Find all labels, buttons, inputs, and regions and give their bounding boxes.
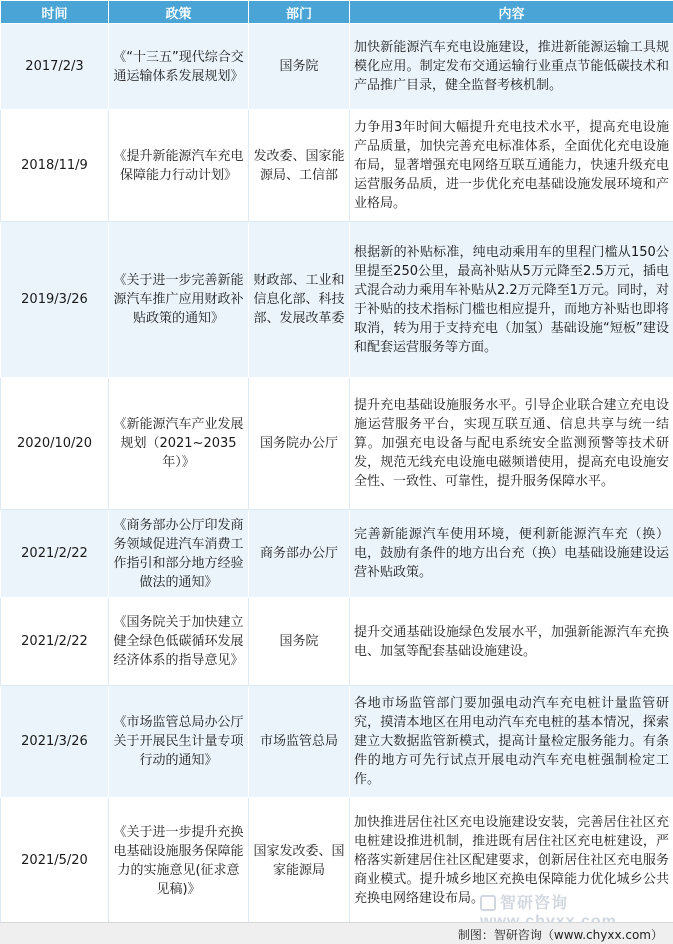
cell-content: 提升交通基础设施绿色发展水平，加强新能源汽车充换电、加氢等配套基础设施建设。 [350,598,673,686]
cell-dept: 国家发改委、国家能源局 [249,798,350,924]
watermark-logo-icon [480,895,496,911]
header-dept: 部门 [249,1,350,24]
watermark-text: 智研咨询 [480,895,617,930]
cell-policy: 《国务院关于加快建立健全绿色低碳循环发展经济体系的指导意见》 [109,598,249,686]
source-credit: 制图：智研咨询（www.chyxx.com） [458,926,663,943]
cell-dept: 国务院 [249,598,350,686]
cell-content: 根据新的补贴标准，纯电动乘用车的里程门槛从150公里提至250公里，最高补贴从5万元降至2.5万元，插电式混合动力乘用车补贴从2.2万元降至1万元。同时，对于补贴的技术指标门槛也相应提升，而地方补贴也即将取消，转为用于支持充电（加氢）基础设施“短板”建设和配套运营服务等方面。 [350,222,673,378]
cell-policy: 《提升新能源汽车充电保障能力行动计划》 [109,110,249,222]
cell-dept: 商务部办公厅 [249,510,350,598]
footer-bar [0,922,673,944]
cell-time: 2021/2/22 [1,510,109,598]
cell-dept: 发改委、国家能源局、工信部 [249,110,350,222]
header-time: 时间 [1,1,109,24]
cell-dept: 市场监管总局 [249,686,350,798]
cell-time: 2020/10/20 [1,378,109,510]
table-row [1,110,673,222]
table-row [1,686,673,798]
cell-policy: 《“十三五”现代综合交通运输体系发展规划》 [109,24,249,110]
header-content: 内容 [350,1,673,24]
table-row [1,510,673,598]
cell-content: 提升充电基础设施服务水平。引导企业联合建立充电设施运营服务平台，实现互联互通、信息共享与统一结算。加强充电设备与配电系统安全监测预警等技术研发，规范无线充电设施电磁频谱使用，提高充电设施安全性、一致性、可靠性，提升服务保障水平。 [350,378,673,510]
cell-policy: 《新能源汽车产业发展规划（2021~2035年）》 [109,378,249,510]
table-row [1,598,673,686]
cell-dept: 财政部、工业和信息化部、科技部、发展改革委 [249,222,350,378]
cell-time: 2018/11/9 [1,110,109,222]
cell-policy: 《关于进一步完善新能源汽车推广应用财政补贴政策的通知》 [109,222,249,378]
table-row [1,222,673,378]
table-row [1,24,673,110]
cell-policy: 《市场监管总局办公厅关于开展民生计量专项行动的通知》 [109,686,249,798]
cell-dept: 国务院办公厅 [249,378,350,510]
cell-content: 加快新能源汽车充电设施建设，推进新能源运输工具规模化应用。制定发布交通运输行业重点节能低碳技术和产品推广目录，健全监督考核机制。 [350,24,673,110]
cell-time: 2021/5/20 [1,798,109,924]
cell-content: 各地市场监管部门要加强电动汽车充电桩计量监管研究，摸清本地区在用电动汽车充电桩的基本情况，探索建立大数据监管新模式，提高计量检定服务能力。有条件的地方可先行试点开展电动汽车充电桩强制检定工作。 [350,686,673,798]
cell-policy: 《商务部办公厅印发商务领域促进汽车消费工作指引和部分地方经验做法的通知》 [109,510,249,598]
cell-time: 2021/3/26 [1,686,109,798]
cell-time: 2019/3/26 [1,222,109,378]
cell-policy: 《关于进一步提升充换电基础设施服务保障能力的实施意见(征求意见稿)》 [109,798,249,924]
cell-content: 力争用3年时间大幅提升充电技术水平，提高充电设施产品质量，加快完善充电标准体系，全面优化充电设施布局，显著增强充电网络互联互通能力，快速升级充电运营服务品质，进一步优化充电基础设施发展环境和产业格局。 [350,110,673,222]
table-header-row [1,1,673,24]
cell-content: 加快推进居住社区充电设施建设安装，完善居住社区充电桩建设推进机制，推进既有居住社区充电桩建设，严格落实新建居住社区配建要求，创新居住社区充电服务商业模式。提升城乡地区充换电保障能力优化城乡公共充换电网络建设布局。 [350,798,673,924]
table-row [1,378,673,510]
cell-time: 2021/2/22 [1,598,109,686]
cell-dept: 国务院 [249,24,350,110]
cell-content: 完善新能源汽车使用环境，便利新能源汽车充（换）电，鼓励有条件的地方出台充（换）电基础设施建设运营补贴政策。 [350,510,673,598]
header-policy: 政策 [109,1,249,24]
cell-time: 2017/2/3 [1,24,109,110]
